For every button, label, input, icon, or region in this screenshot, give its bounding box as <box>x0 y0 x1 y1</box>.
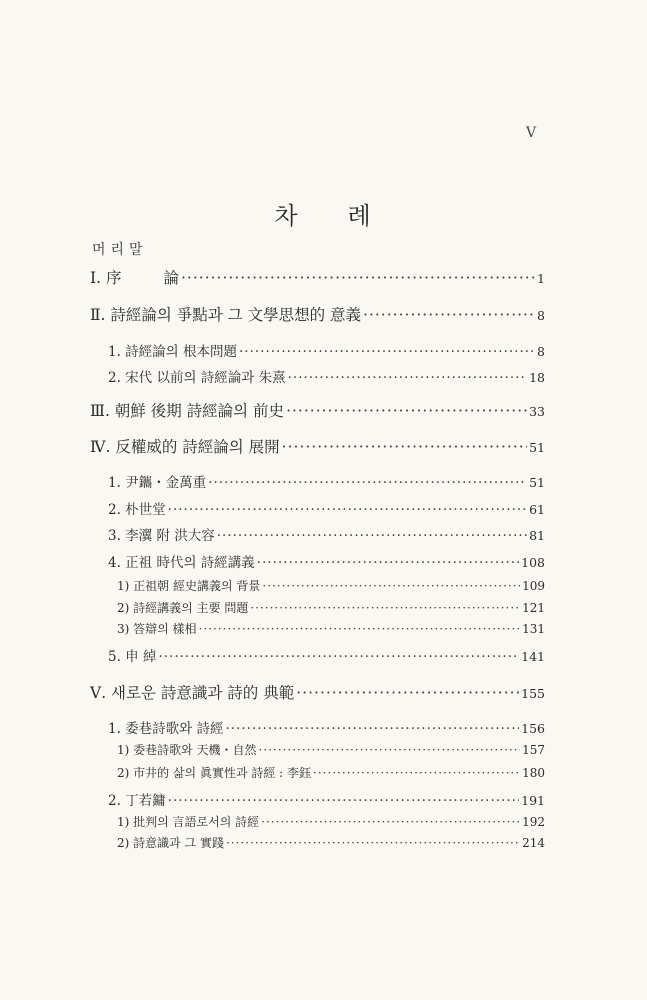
toc-entry-label: 2) 詩經講義의 主要 問題 <box>117 601 249 615</box>
toc-entry-4-3 <box>108 524 545 544</box>
toc-entry-page: 141 <box>521 649 545 664</box>
toc-entry-label: 3) 答辯의 樣相 <box>117 622 197 636</box>
toc-entry-label: 1) 委巷詩歌와 天機・自然 <box>117 743 257 757</box>
toc-entry-page: 191 <box>521 793 545 808</box>
toc-entry-4-4-3 <box>117 620 545 637</box>
toc-entry-5-2-2 <box>117 834 545 851</box>
toc-entry-5-2 <box>108 789 545 809</box>
toc-entry-label: Ⅲ. 朝鮮 後期 詩經論의 前史 <box>90 402 285 420</box>
toc-entry-part-4 <box>90 435 545 457</box>
toc-entry-2-1 <box>108 340 545 360</box>
toc-entry-label: Ⅱ. 詩經論의 爭點과 그 文學思想的 意義 <box>90 306 362 324</box>
toc-entry-page: 180 <box>522 766 545 780</box>
toc-entry-page: 51 <box>529 475 545 490</box>
toc-entry-label-2: 論 <box>163 269 179 287</box>
toc-entry-page: 155 <box>521 686 545 701</box>
toc-entry-5-1 <box>108 717 545 737</box>
toc-entry-part-5 <box>90 681 545 703</box>
toc-entry-5-2-1 <box>117 813 545 830</box>
toc-entry-page: 1 <box>537 271 545 286</box>
toc-entry-page: 81 <box>529 528 545 543</box>
toc-entry-2-2 <box>108 366 545 386</box>
toc-entry-part-2 <box>90 303 545 325</box>
toc-entry-page: 51 <box>529 440 545 455</box>
toc-title-part2: 례 <box>347 202 373 230</box>
toc-entry-label: 5. 申 綽 <box>108 649 157 665</box>
toc-entry-page: 156 <box>521 721 545 736</box>
toc-entry-page: 108 <box>521 555 545 570</box>
toc-entry-page: 33 <box>529 404 545 419</box>
toc-entry-part-3 <box>90 399 545 421</box>
toc-entry-page: 192 <box>522 815 545 829</box>
toc-entry-page: 157 <box>522 743 545 757</box>
toc-entry-label: 1. 詩經論의 根本問題 <box>108 344 238 360</box>
toc-entry-4-4-1 <box>117 577 545 594</box>
toc-entry-page: 18 <box>529 370 545 385</box>
toc-entry-label: 4. 正祖 時代의 詩經講義 <box>108 555 255 571</box>
toc-entry-page: 8 <box>537 344 545 359</box>
toc-entry-4-4 <box>108 551 545 571</box>
toc-entry-label: 1. 尹鑴・金萬重 <box>108 475 207 491</box>
toc-entry-label: 1) 正祖朝 經史講義의 背景 <box>117 579 261 593</box>
toc-entry-label: Ⅳ. 反權威的 詩經論의 展開 <box>90 438 280 456</box>
toc-entry-label: 2) 詩意識과 그 實踐 <box>117 836 224 850</box>
toc-entry-label: 2) 市井的 삶의 眞實性과 詩經 : 李鈺 <box>117 766 312 780</box>
toc-entry-5-1-2 <box>117 764 545 781</box>
toc-entry-page: 131 <box>522 622 545 636</box>
toc-entry-4-4-2 <box>117 599 545 616</box>
toc-entry-part-1 <box>90 266 545 288</box>
toc-title <box>0 196 647 231</box>
toc-entry-label: 3. 李瀷 附 洪大容 <box>108 528 215 544</box>
toc-entry-label: 2. 朴世堂 <box>108 502 166 518</box>
page-number: V <box>526 125 537 141</box>
toc-entry-5-1-1 <box>117 741 545 758</box>
toc-entry-label: 1. 委巷詩歌와 詩經 <box>108 721 224 737</box>
toc-entry-page: 109 <box>522 579 545 593</box>
preface-entry: 머리말 <box>92 242 148 258</box>
toc-entry-label: 2. 宋代 以前의 詩經論과 朱熹 <box>108 370 286 386</box>
toc-entry-page: 121 <box>522 601 545 615</box>
toc-entry-4-5 <box>108 645 545 665</box>
toc-entry-page: 214 <box>522 836 545 850</box>
toc-entry-4-1 <box>108 471 545 491</box>
toc-entry-4-2 <box>108 498 545 518</box>
toc-entry-label: 2. 丁若鏞 <box>108 793 166 809</box>
toc-entry-page: 61 <box>529 502 545 517</box>
toc-entry-label: Ⅴ. 새로운 詩意識과 詩的 典範 <box>90 684 295 702</box>
toc-entry-label: Ⅰ. 序 <box>90 269 122 287</box>
toc-entry-page: 8 <box>537 308 545 323</box>
toc-entry-label: 1) 批判의 言語로서의 詩經 <box>117 815 260 829</box>
toc-title-part1: 차 <box>274 202 300 230</box>
